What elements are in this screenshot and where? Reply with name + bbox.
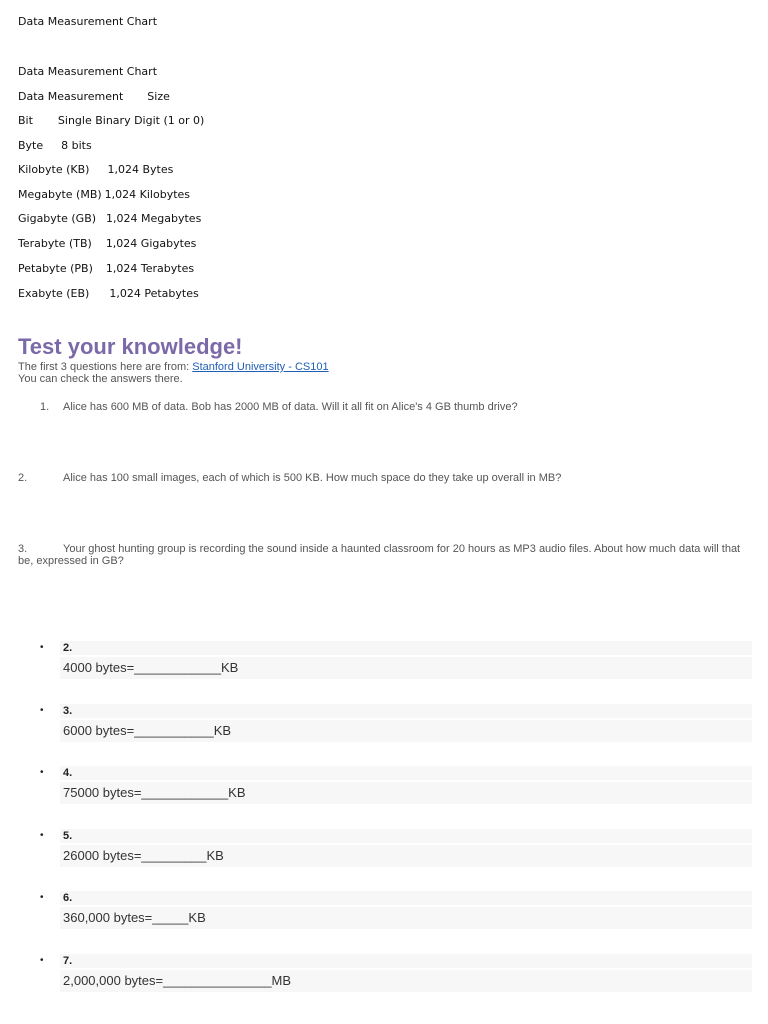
row-unit: Petabyte (PB) [18, 262, 93, 275]
row-size: 1,024 Gigabytes [105, 237, 197, 250]
chart-row-megabyte [18, 188, 190, 202]
question-1 [18, 401, 748, 413]
question-number: 1. [40, 401, 50, 413]
row-size: 1,024 Bytes [107, 163, 174, 176]
intro-prefix: The first 3 questions here are from: [18, 361, 193, 373]
quiz-intro-line2: You can check the answers there. [18, 373, 183, 385]
bullet-icon: • [40, 892, 44, 903]
quiz-heading: Test your knowledge! [18, 334, 243, 359]
row-unit: Bit [18, 114, 33, 127]
bullet-icon: • [40, 955, 44, 966]
row-size: 1,024 Terabytes [105, 262, 195, 275]
header-size: Size [147, 90, 170, 103]
chart-header [18, 90, 170, 104]
exercise-number: 3. [63, 705, 73, 717]
question-3 [18, 543, 748, 567]
question-text: Alice has 100 small images, each of which is 500 KB. How much space do they take up overall in MB? [63, 472, 562, 484]
chart-row-gigabyte [18, 212, 201, 226]
question-number: 3. [18, 543, 28, 555]
row-unit: Terabyte (TB) [18, 237, 92, 250]
question-number: 2. [18, 472, 28, 484]
chart-row-exabyte [18, 287, 199, 301]
row-unit: Kilobyte (KB) [18, 163, 90, 176]
row-unit: Exabyte (EB) [18, 287, 90, 300]
document-title: Data Measurement Chart [18, 15, 158, 28]
chart-row-petabyte [18, 262, 194, 276]
row-size: Single Binary Digit (1 or 0) [57, 114, 205, 127]
bullet-icon: • [40, 705, 44, 716]
question-text: Your ghost hunting group is recording the sound inside a haunted classroom for 20 hours as MP3 audio files. About how much data will that be, expressed in GB? [18, 543, 741, 567]
exercise-number: 6. [63, 892, 73, 904]
exercise-text: 2,000,000 bytes=_______________MB [63, 973, 292, 988]
row-size: 1,024 Megabytes [106, 212, 202, 225]
exercise-text: 26000 bytes=_________KB [63, 848, 224, 863]
exercise-text: 360,000 bytes=_____KB [63, 910, 206, 925]
exercise-text: 75000 bytes=____________KB [63, 785, 246, 800]
row-size: 8 bits [61, 139, 92, 152]
exercise-text: 6000 bytes=___________KB [63, 723, 232, 738]
stanford-cs101-link[interactable]: Stanford University - CS101 [192, 361, 329, 373]
exercise-text: 4000 bytes=____________KB [63, 660, 239, 675]
row-unit: Byte [18, 139, 44, 152]
exercise-number: 4. [63, 767, 73, 779]
question-2 [18, 472, 748, 484]
row-size: 1,024 Petabytes [109, 287, 199, 300]
exercise-number: 5. [63, 830, 73, 842]
question-text: Alice has 600 MB of data. Bob has 2000 MB of data. Will it all fit on Alice's 4 GB thumb drive? [63, 401, 518, 413]
bullet-icon: • [40, 767, 44, 778]
chart-row-bit [18, 114, 204, 128]
chart-row-kilobyte [18, 163, 173, 177]
row-unit: Megabyte (MB) [18, 188, 102, 201]
bullet-icon: • [40, 642, 44, 653]
chart-row-terabyte [18, 237, 196, 251]
header-measurement: Data Measurement [18, 90, 124, 103]
chart-row-byte [18, 139, 92, 153]
bullet-icon: • [40, 830, 44, 841]
row-unit: Gigabyte (GB) [18, 212, 97, 225]
exercise-number: 2. [63, 642, 73, 654]
chart-title: Data Measurement Chart [18, 65, 158, 78]
row-size: 1,024 Kilobytes [104, 188, 191, 201]
quiz-intro-line1 [18, 361, 329, 373]
exercise-number: 7. [63, 955, 73, 967]
